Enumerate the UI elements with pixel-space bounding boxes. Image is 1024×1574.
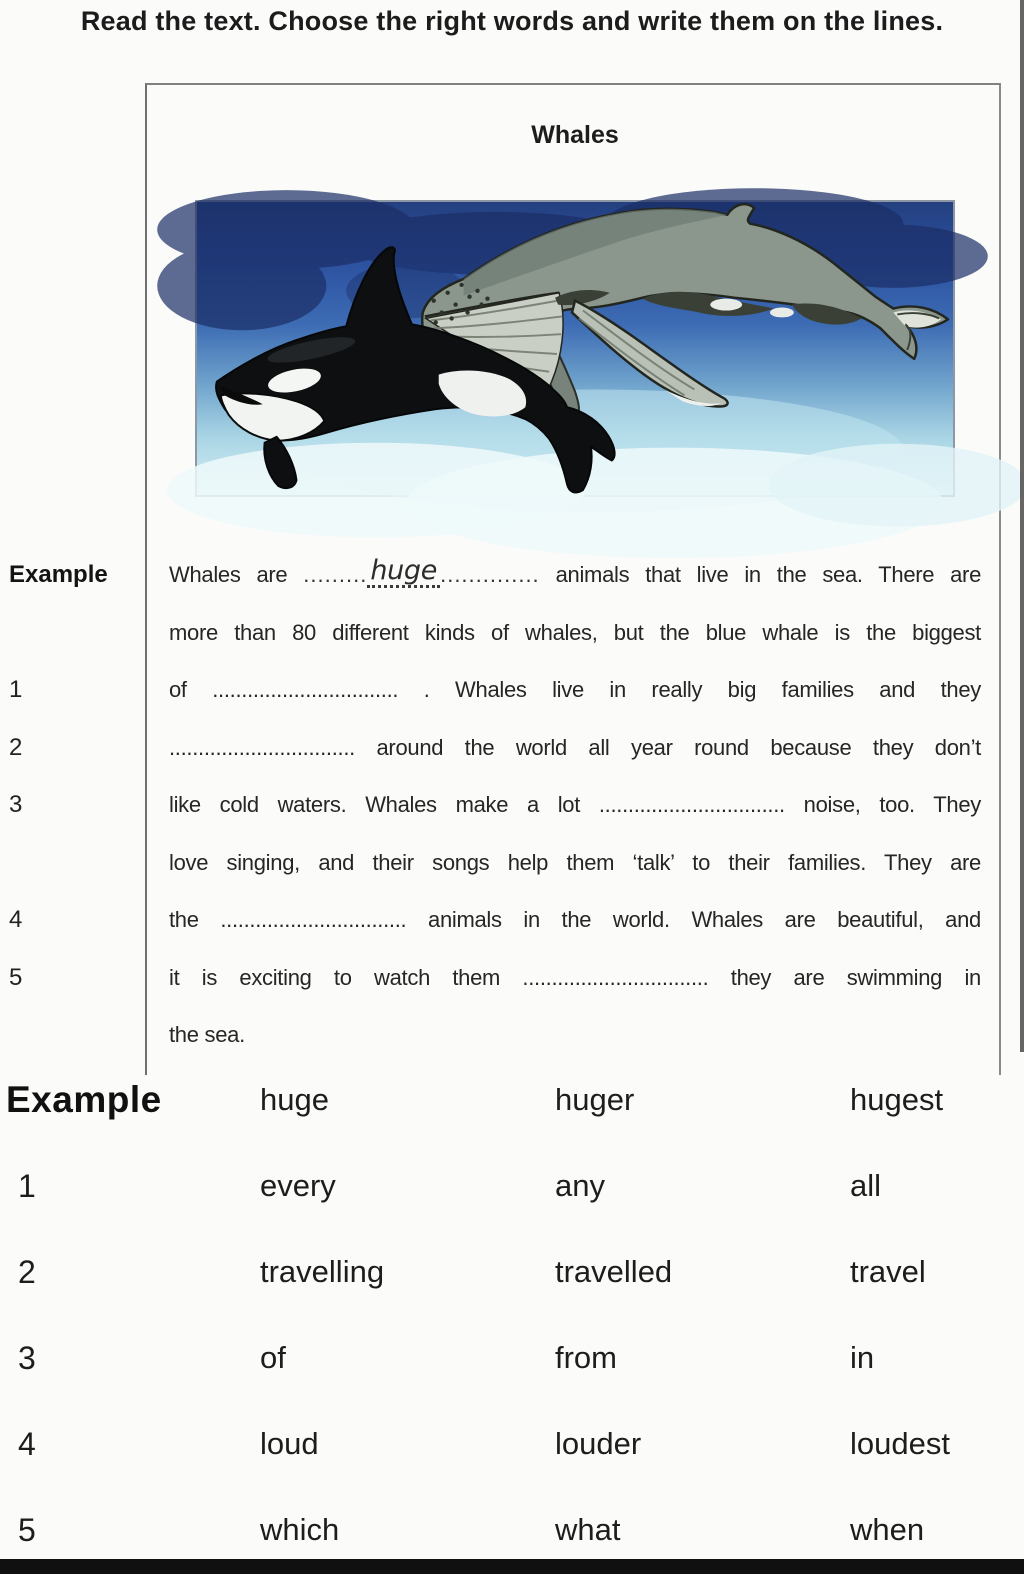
line-number: 4 <box>9 906 23 933</box>
option-word: of <box>260 1340 286 1375</box>
line-number: 5 <box>9 963 23 991</box>
option-word: what <box>555 1512 621 1547</box>
passage-line-example <box>9 546 982 604</box>
option-word: from <box>555 1340 617 1375</box>
example-label: Example <box>9 561 108 588</box>
blank-dots: ......... <box>303 562 368 587</box>
passage-line <box>169 604 981 662</box>
option-word: any <box>555 1168 605 1203</box>
passage-line <box>9 776 981 834</box>
blank-dots: .............. <box>440 562 540 587</box>
option-row-label: 2 <box>18 1253 36 1290</box>
passage-line <box>9 891 981 949</box>
whale-illustration-svg <box>197 202 953 495</box>
option-word: every <box>260 1168 336 1203</box>
line-text: like cold waters. Whales make a lot ................................ noise, too. They <box>169 792 981 817</box>
line-number: 3 <box>9 791 23 818</box>
option-row-example <box>0 1057 1024 1143</box>
line-number: 1 <box>9 676 23 703</box>
option-row-label: 4 <box>18 1425 36 1462</box>
line-text: the sea. <box>169 1022 245 1047</box>
passage-title: Whales <box>531 121 619 149</box>
instruction-text: Read the text. Choose the right words and write them on the lines. <box>80 6 944 36</box>
option-word: which <box>260 1512 340 1547</box>
scan-bottom-bar <box>0 1559 1024 1574</box>
option-row-label: Example <box>6 1079 162 1120</box>
option-word: travelling <box>260 1254 385 1289</box>
option-row <box>0 1401 1024 1487</box>
option-word: when <box>850 1512 925 1547</box>
example-before: Whales are <box>169 562 288 587</box>
line-text: of ................................ . Whales live in really big families and they <box>169 677 981 702</box>
option-word: loud <box>260 1426 319 1461</box>
scan-edge-artifact <box>1020 0 1024 1052</box>
option-row <box>0 1315 1024 1401</box>
option-word: hugest <box>850 1082 944 1117</box>
option-row <box>0 1143 1024 1229</box>
passage-frame <box>9 83 1001 1075</box>
option-word: travel <box>850 1254 926 1289</box>
answer-text: huge <box>367 557 440 588</box>
passage-line <box>169 834 981 892</box>
option-word: loudest <box>850 1426 950 1461</box>
passage-line <box>9 719 981 777</box>
line-text: it is exciting to watch them ................................ they are swimming in <box>169 964 981 990</box>
passage-text <box>9 546 982 1064</box>
option-word: all <box>850 1168 882 1203</box>
option-word: huge <box>260 1082 329 1117</box>
line-number: 2 <box>9 733 23 761</box>
option-word: in <box>850 1340 875 1375</box>
passage-line <box>9 949 981 1007</box>
example-after: animals that live in the sea. There are <box>555 562 982 587</box>
whale-illustration <box>195 200 955 497</box>
line-text: the ................................ animals in the world. Whales are beautiful, and <box>169 907 981 932</box>
option-row-label: 1 <box>18 1167 36 1204</box>
passage-line <box>9 661 981 719</box>
options-table <box>0 1057 1024 1573</box>
option-word: travelled <box>555 1254 673 1289</box>
line-text: ................................ around the world all year round because they don’t <box>169 734 981 760</box>
option-word: louder <box>555 1426 642 1461</box>
option-row-label: 3 <box>18 1339 36 1376</box>
line-text: more than 80 different kinds of whales, but the blue whale is the biggest <box>169 619 981 645</box>
line-text: love singing, and their songs help them ‘talk’ to their families. They are <box>169 849 981 875</box>
option-row-label: 5 <box>18 1511 36 1548</box>
option-word: huger <box>555 1082 635 1117</box>
passage-line <box>169 1006 981 1064</box>
option-row <box>0 1229 1024 1315</box>
